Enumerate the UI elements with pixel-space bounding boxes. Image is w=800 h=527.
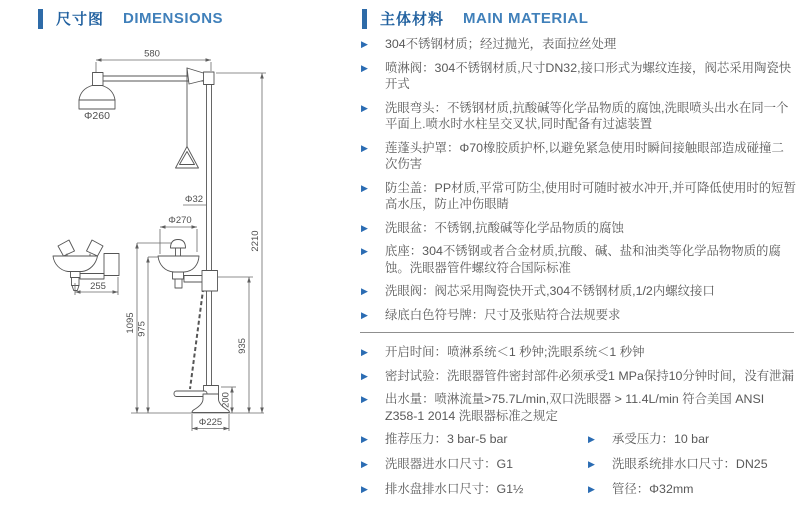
bullet-arrow-icon: ▶	[361, 222, 368, 233]
param-item: ▶ 推荐压力：3 bar-5 bar	[358, 431, 585, 448]
material-item: ▶ 洗眼弯头：不锈钢材质,抗酸碱等化学品物质的腐蚀,洗眼喷头出水在同一个平面上.喷水时水柱呈交叉状,同时配备有过滤装置	[358, 100, 796, 133]
dim-total-height	[216, 73, 266, 413]
dimension-drawing	[0, 0, 355, 527]
bullet-arrow-icon: ▶	[361, 347, 368, 357]
spec-item: ▶ 密封试验：洗眼器管件密封部件必须承受1 MPa保持10分钟时间，没有泄漏	[358, 368, 796, 385]
bullet-arrow-icon: ▶	[361, 370, 368, 381]
dim-top-width	[96, 49, 211, 74]
param-item: ▶ 排水盘排水口尺寸：G1½	[358, 481, 585, 498]
material-item: ▶ 304不锈钢材质；经过抛光，表面拉丝处理	[358, 36, 796, 53]
dim-base-dia	[192, 414, 229, 431]
param-item: ▶ 洗眼器进水口尺寸：G1	[358, 456, 585, 473]
parameter-column-left	[358, 431, 585, 506]
header-accent-bar	[362, 9, 367, 29]
material-item: ▶ 莲蓬头护罩：Φ70橡胶质护杯,以避免紧急使用时瞬间接触眼部造成碰撞二次伤害	[358, 140, 796, 173]
dim-shower-head-dia: Φ260	[84, 110, 110, 122]
bullet-arrow-icon: ▶	[588, 459, 595, 469]
pipe	[204, 72, 215, 393]
material-section-header	[362, 8, 588, 29]
parameter-column-right	[585, 431, 796, 506]
svg-text:Φ225: Φ225	[198, 417, 223, 428]
bullet-arrow-icon: ▶	[361, 182, 368, 193]
bullet-arrow-icon: ▶	[361, 142, 368, 153]
valve-handle	[187, 68, 205, 84]
dim-bowl-height	[137, 257, 159, 413]
material-title-en: MAIN MATERIAL	[463, 10, 589, 27]
eyewash-detail-view	[53, 240, 119, 291]
param-item: ▶ 洗眼系统排水口尺寸：DN25	[585, 456, 796, 473]
pedal-rod	[190, 275, 205, 389]
bullet-arrow-icon: ▶	[361, 394, 368, 404]
svg-text:935: 935	[237, 338, 248, 354]
svg-text:1095: 1095	[125, 312, 136, 334]
bowl-valve	[184, 271, 218, 292]
bullet-arrow-icon: ▶	[361, 309, 368, 320]
param-item: ▶ 管径：Φ32mm	[585, 481, 796, 498]
material-title-zh: 主体材料	[380, 11, 445, 28]
spec-item: ▶ 开启时间：喷淋系统＜1 秒钟;洗眼系统＜1 秒钟	[358, 344, 796, 361]
svg-text:2210: 2210	[250, 230, 261, 252]
bullet-arrow-icon: ▶	[361, 286, 368, 296]
bullet-arrow-icon: ▶	[361, 484, 368, 494]
parameter-columns	[358, 431, 796, 506]
dim-eyewash-depth	[75, 277, 118, 295]
svg-text:580: 580	[144, 48, 160, 60]
material-item: ▶ 防尘盖：PP材质,平常可防尘,使用时可随时被水冲开,并可降低使用时的短暂高水压，防止冲伤眼睛	[358, 180, 796, 213]
material-item: ▶ 洗眼盆：不锈钢,抗酸碱等化学品物质的腐蚀	[358, 220, 796, 237]
pull-handle	[176, 84, 199, 168]
material-panel	[358, 36, 796, 506]
material-item: ▶ 绿底白色符号牌：尺寸及张贴符合法规要求	[358, 307, 796, 324]
svg-text:Φ270: Φ270	[168, 215, 192, 226]
bullet-arrow-icon: ▶	[588, 484, 595, 494]
bullet-arrow-icon: ▶	[361, 39, 368, 49]
svg-text:Φ32: Φ32	[184, 194, 204, 205]
svg-text:975: 975	[136, 321, 148, 337]
material-item: ▶ 洗眼阀：阀芯采用陶瓷快开式,304不锈钢材质,1/2内螺纹接口	[358, 283, 796, 300]
bullet-arrow-icon: ▶	[361, 62, 368, 73]
svg-text:255: 255	[90, 281, 106, 292]
dimensions-title-en: DIMENSIONS	[123, 10, 224, 27]
bullet-arrow-icon: ▶	[588, 434, 595, 444]
svg-text:200: 200	[220, 392, 232, 408]
bullet-arrow-icon: ▶	[361, 434, 368, 444]
bullet-arrow-icon: ▶	[361, 459, 368, 469]
bullet-arrow-icon: ▶	[361, 246, 368, 256]
material-item: ▶ 底座：304不锈钢或者合金材质,抗酸、碱、盐和油类等化学品物物质的腐蚀。洗眼器管件螺纹符合国际标准	[358, 243, 796, 276]
section-divider	[360, 332, 794, 333]
param-item: ▶ 承受压力：10 bar	[585, 431, 796, 448]
shower-head	[79, 73, 115, 110]
bullet-arrow-icon: ▶	[361, 102, 368, 113]
dimensions-title-zh: 尺寸图	[56, 11, 105, 28]
dim-pipe-dia	[183, 194, 206, 205]
material-item: ▶ 喷淋阀：304不锈钢材质,尺寸DN32,接口形式为螺纹连接，阀芯采用陶瓷快开式	[358, 60, 796, 93]
spec-item: ▶ 出水量：喷淋流量>75.7L/min,双口洗眼器 > 11.4L/min 符合美国 ANSI Z358-1 2014 洗眼器标准之规定	[358, 391, 796, 424]
